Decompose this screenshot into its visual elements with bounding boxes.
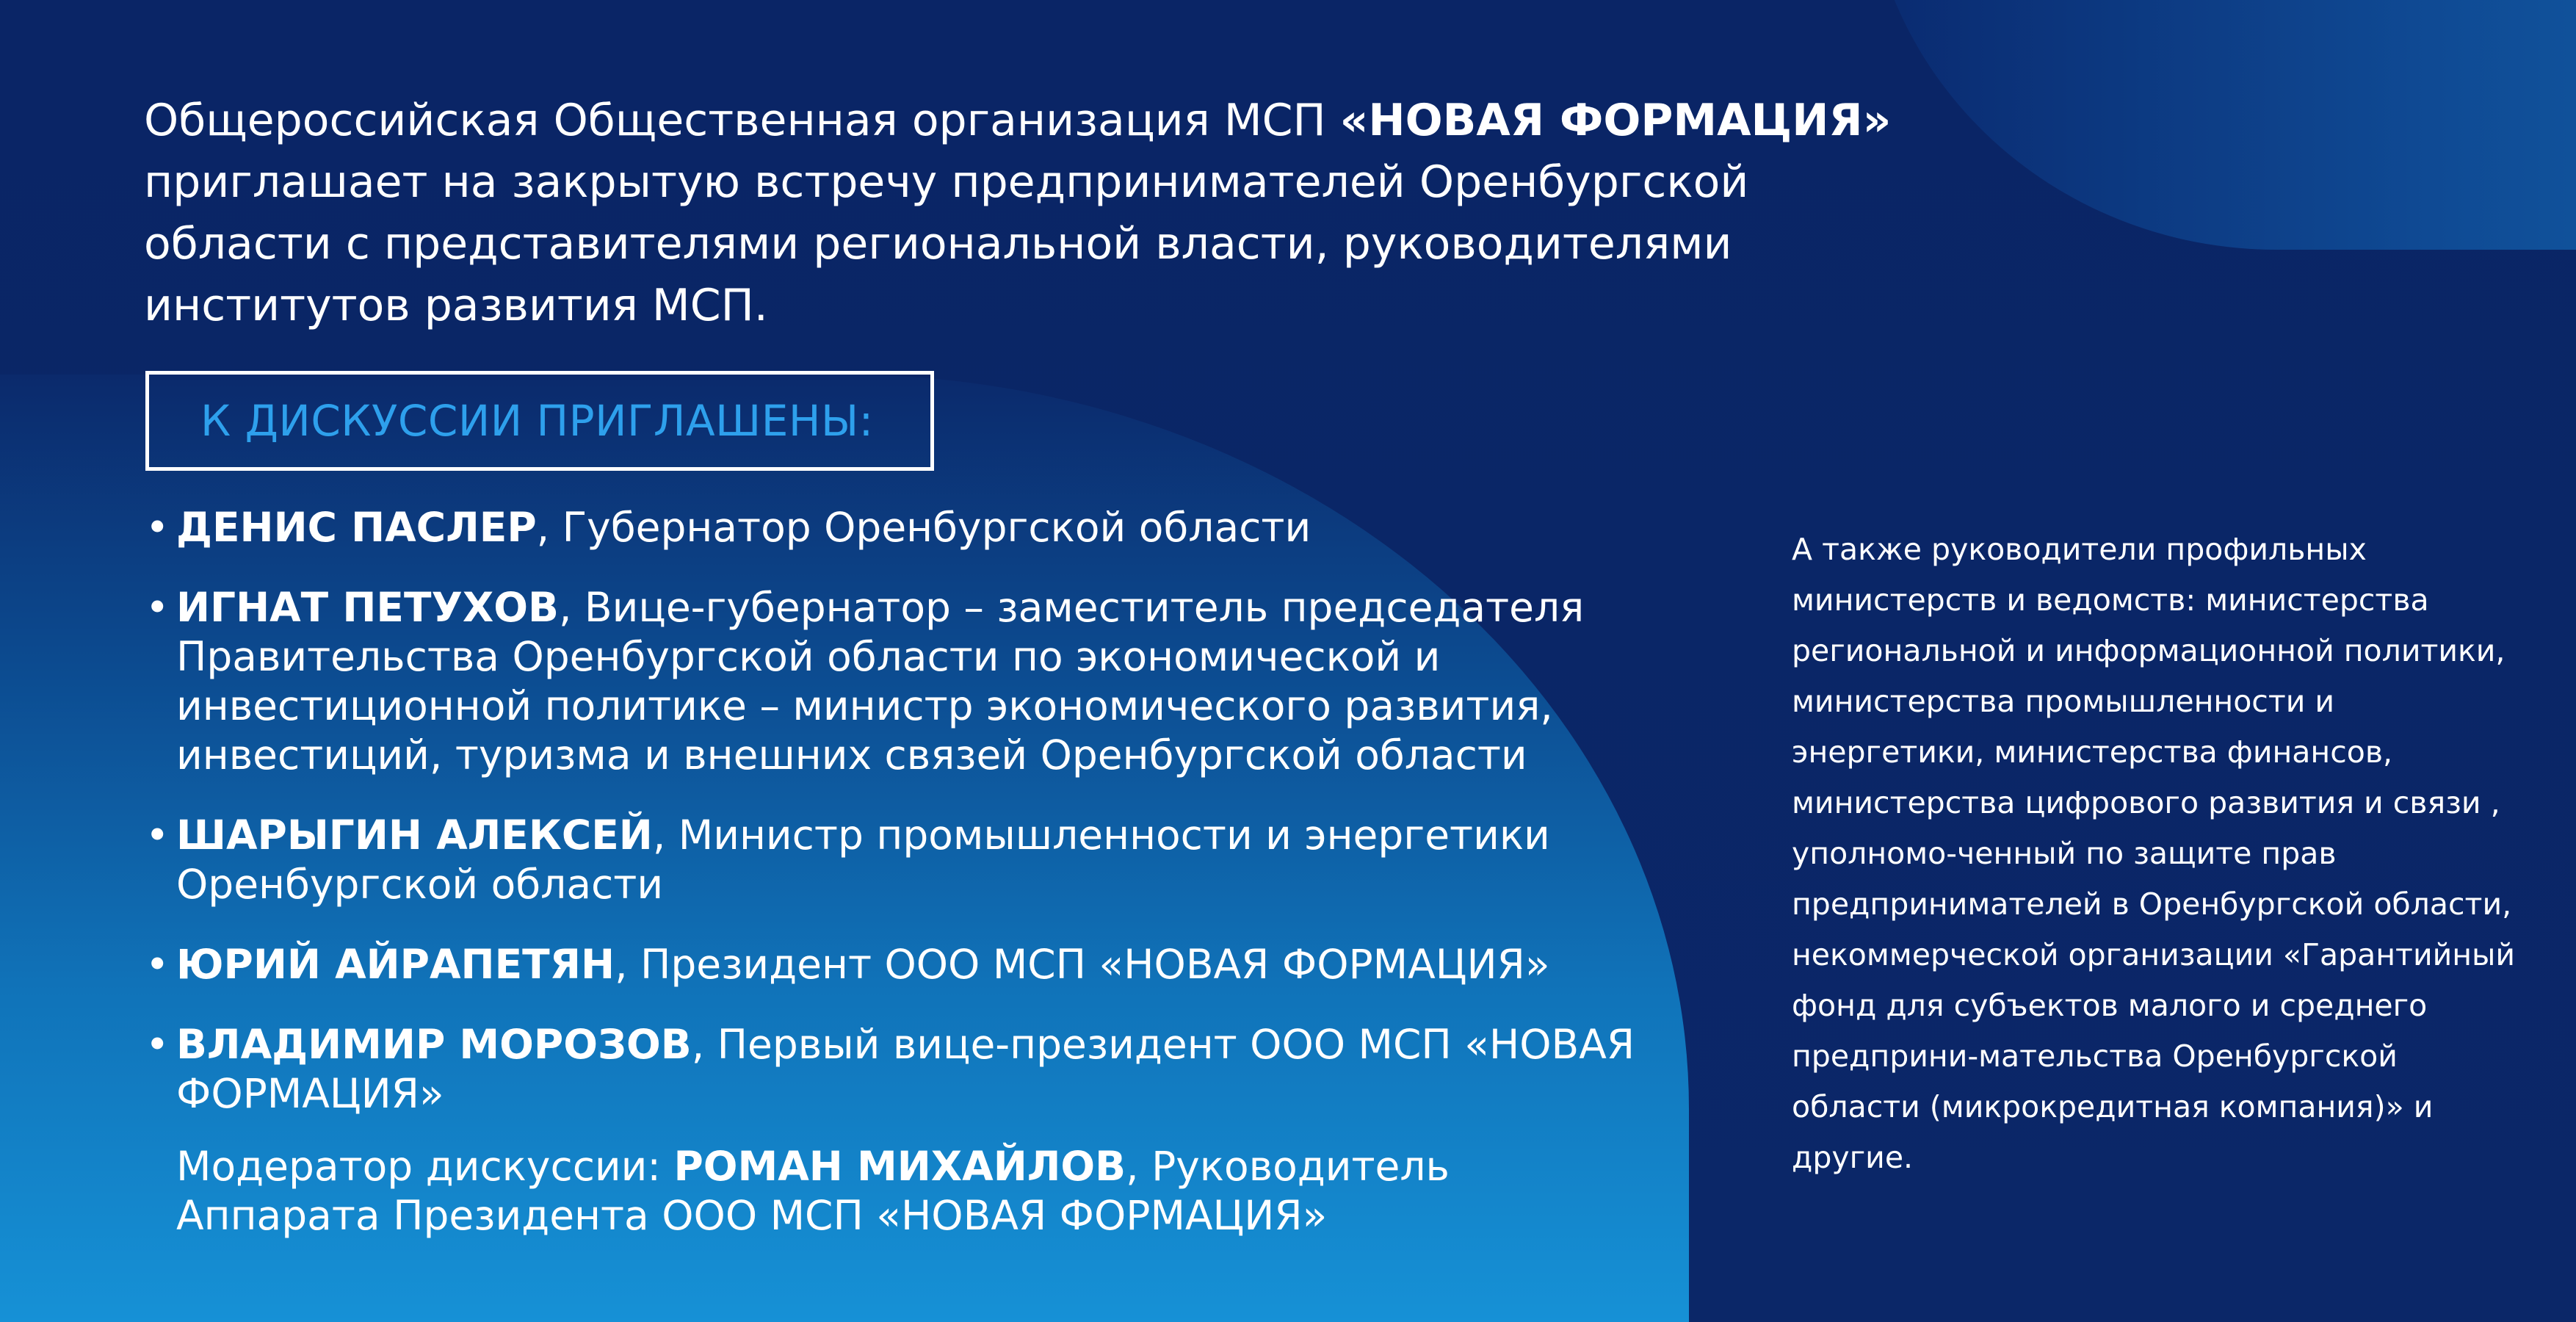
bullet: • — [145, 504, 170, 551]
speaker-item — [145, 811, 1643, 909]
intro-prefix: Общероссийская Общественная организация МСП — [144, 95, 1340, 146]
moderator-role: , Руководитель Аппарата Президента ООО МСП «НОВАЯ ФОРМАЦИЯ» — [176, 1143, 1450, 1239]
speaker-role: , Президент ООО МСП «НОВАЯ ФОРМАЦИЯ» — [615, 941, 1550, 988]
invited-heading-box — [145, 371, 934, 471]
intro-text — [144, 90, 1936, 336]
intro-org-name: «НОВАЯ ФОРМАЦИЯ» — [1339, 95, 1892, 146]
bullet: • — [145, 941, 170, 988]
bullet: • — [145, 812, 170, 859]
speaker-item — [145, 583, 1643, 780]
bullet: • — [145, 1021, 170, 1068]
speaker-list — [145, 503, 1643, 1240]
intro-suffix: приглашает на закрытую встречу предпринимателей Оренбургской области с представителями региональной власти, руководителями институтов развития МСП. — [144, 156, 1749, 331]
speaker-name: ЮРИЙ АЙРАПЕТЯН — [176, 941, 615, 988]
speaker-item — [145, 1020, 1643, 1119]
speaker-name: ВЛАДИМИР МОРОЗОВ — [176, 1021, 692, 1068]
also-invited-text: А также руководители профильных министерств и ведомств: министерства региональной и информационной политики, министерства промышленности и энергетики, министерства финансов, министерства цифрового развития и связи , уполномо-ченный по защите прав предпринимателей в Оренбургской области, некоммерческой организации «Гарантийный фонд для субъектов малого и среднего предприни-мательства Оренбургской области (микрокредитная компания)» и другие. — [1792, 532, 2516, 1175]
speaker-role: , Губернатор Оренбургской области — [536, 504, 1311, 551]
speaker-name: ШАРЫГИН АЛЕКСЕЙ — [176, 812, 653, 859]
speaker-item — [145, 503, 1643, 552]
speaker-role: , Вице-губернатор – заместитель председателя Правительства Оренбургской области по экономической и инвестиционной политике – министр экономического развития, инвестиций, туризма и внешних связей Оренбургской области — [176, 584, 1585, 779]
invited-heading: К ДИСКУССИИ ПРИГЛАШЕНЫ: — [200, 396, 874, 446]
speaker-item — [145, 940, 1643, 989]
speaker-role: , Министр промышленности и энергетики Оренбургской области — [176, 812, 1550, 908]
speaker-name: ДЕНИС ПАСЛЕР — [176, 504, 537, 551]
speaker-role: , Первый вице-президент ООО МСП «НОВАЯ ФОРМАЦИЯ» — [176, 1021, 1635, 1117]
bullet: • — [145, 584, 170, 631]
moderator-label: Модератор дискуссии: — [176, 1143, 674, 1190]
moderator — [145, 1142, 1643, 1240]
moderator-name: РОМАН МИХАЙЛОВ — [673, 1143, 1126, 1190]
speaker-name: ИГНАТ ПЕТУХОВ — [176, 584, 559, 631]
